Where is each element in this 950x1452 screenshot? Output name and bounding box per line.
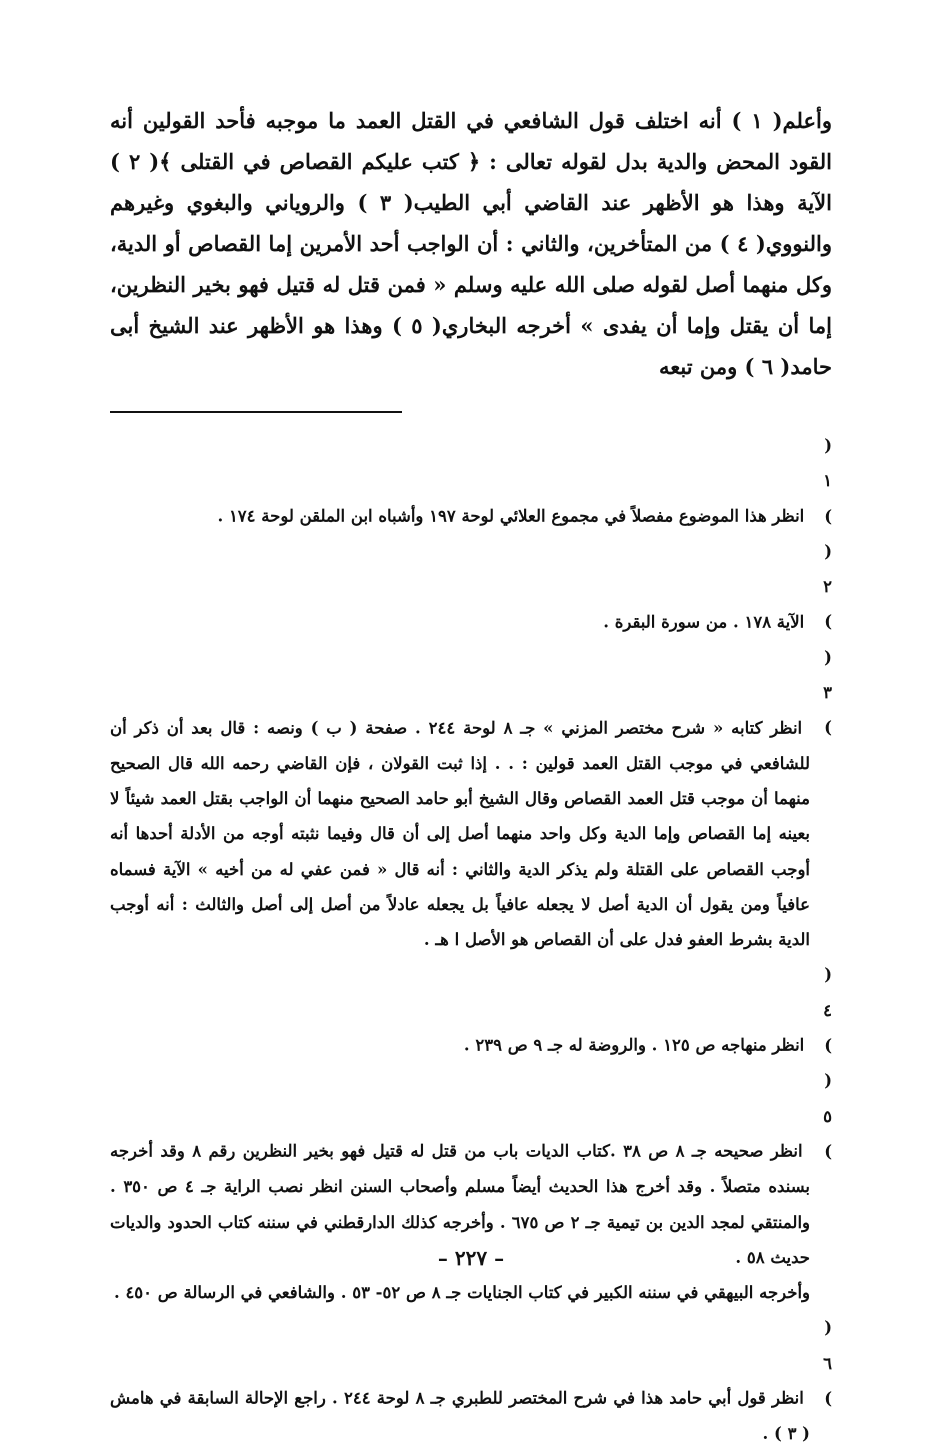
footnote-4 — [110, 957, 832, 1063]
footnote-text: انظر منهاجه ص ١٢٥ . والروضة له جـ ٩ ص ٢٣٩ . — [463, 1036, 805, 1056]
footnote-text: انظر كتابه « شرح مختصر المزني » جـ ٨ لوحة ٢٤٤ . صفحة ( ب ) ونصه : قال بعد أن ذكر أن للشافعي في موجب القتل العمد قولين : . . إذا ثبت القولان ، فإن القاضي رحمه الله قال الصحيح منهما أن موجب قتل العمد القصاص وقال الشيخ أبو حامد الصحيح منهما أن الواجب بقتل العمد شيئاً لا بعينه إما القصاص وإما الدية وكل واحد منهما أصل إلى أن قال وفيما نثبته أوجه من الأدلة أحدها أنه أوجب القصاص على القتلة ولم يذكر الدية والثاني : أنه قال « فمن عفي له من أخيه » الآية فسماه عافياً ومن يقول أن الدية أصل لا يجعله عافياً بل يجعله عادلاً من أصل إلى أصل والثالث : أنه أوجب الدية بشرط العفو فدل على أن القصاص هو الأصل ا هـ . — [110, 718, 810, 950]
footnote-separator — [110, 411, 402, 413]
footnote-number: ( ٦ ) — [823, 1318, 833, 1409]
footnote-text: وأخرجه البيهقي في سننه الكبير في كتاب الجنايات جـ ٨ ص ٥٢- ٥٣ . والشافعي في الرسالة ص ٤٥٠ . — [113, 1283, 810, 1303]
footnote-text: انظر صحيحه جـ ٨ ص ٣٨ .كتاب الديات باب من قتل له قتيل فهو بخير النظرين رقم ٨ وقد أخرجه بسنده متصلاً . وقد أخرج هذا الحديث أيضاً مسلم وأصحاب السنن انظر نصب الراية جـ ٤ ص ٣٥٠ . والمنتقي لمجد الدين بن تيمية جـ ٢ ص ٦٧٥ . وأخرجه كذلك الدارقطني في سننه كتاب الحدود والديات حديث ٥٨ . — [110, 1141, 811, 1267]
footnote-5-continuation — [110, 1275, 832, 1310]
footnote-text: انظر قول أبي حامد هذا في شرح المختصر للطبري جـ ٨ لوحة ٢٤٤ . راجع الإحالة السابقة في هامش ( ٣ ) . — [110, 1389, 810, 1444]
footnote-number: ( ٢ ) — [823, 541, 832, 632]
footnote-number: ( ١ ) — [823, 436, 832, 526]
main-body-text — [110, 100, 832, 387]
footnote-text: انظر هذا الموضوع مفصلاً في مجموع العلائي لوحة ١٩٧ وأشباه ابن الملقن لوحة ١٧٤ . — [217, 506, 805, 526]
footnote-1 — [110, 428, 832, 534]
footnote-number: ( ٣ ) — [823, 647, 832, 738]
footnote-2 — [110, 534, 832, 640]
page-number: – ٢٢٧ – — [437, 1246, 505, 1270]
footnote-number: ( ٤ ) — [823, 965, 832, 1056]
footnote-5 — [110, 1063, 832, 1275]
footnotes-section — [110, 428, 832, 1452]
footnote-3 — [110, 640, 832, 958]
main-paragraph: وأعلم( ١ ) أنه اختلف قول الشافعي في القتل العمد ما موجبه فأحد القولين أنه القود المحض والدية بدل لقوله تعالى : ﴿ كتب عليكم القصاص في القتلى ﴾( ٢ ) الآية وهذا هو الأظهر عند القاضي أبي الطيب( ٣ ) والروياني والبغوي وغيرهم والنووي( ٤ ) من المتأخرين، والثاني : أن الواجب أحد الأمرين إما القصاص أو الدية، وكل منهما أصل لقوله صلى الله عليه وسلم « فمن قتل له قتيل فهو بخير النظرين، إما أن يقتل وإما أن يفدى » أخرجه البخاري( ٥ ) وهذا هو الأظهر عند الشيخ أبى حامد( ٦ ) ومن تبعه — [110, 108, 833, 379]
footnote-text: الآية ١٧٨ . من سورة البقرة . — [603, 612, 805, 632]
footnote-6 — [110, 1310, 832, 1451]
footnote-number: ( ٥ ) — [823, 1071, 833, 1161]
book-page — [110, 0, 833, 1444]
